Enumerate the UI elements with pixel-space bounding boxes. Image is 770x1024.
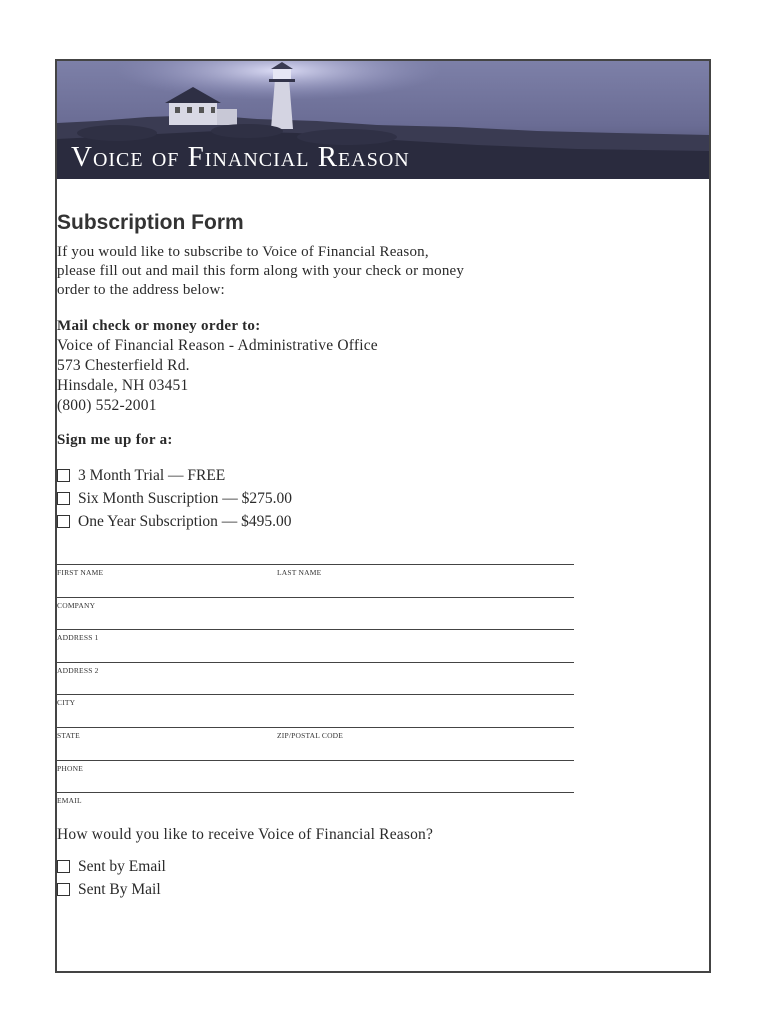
mailing-address (57, 336, 577, 416)
email-field[interactable] (57, 792, 574, 805)
intro-text (57, 243, 577, 300)
email-label: EMAIL (57, 796, 82, 805)
option-label: Six Month Suscription — $275.00 (78, 490, 293, 507)
intro-line: If you would like to subscribe to Voice of Financial Reason, (57, 244, 429, 260)
option-label: Sent By Mail (78, 881, 161, 898)
mail-heading: Mail check or money order to: (57, 318, 261, 334)
email-delivery-checkbox[interactable] (57, 860, 70, 873)
option-label: 3 Month Trial — FREE (78, 467, 226, 484)
option-mail (57, 878, 577, 901)
option-label: One Year Subscription — $495.00 (78, 513, 292, 530)
option-label: Sent by Email (78, 858, 166, 875)
address-line: (800) 552-2001 (57, 397, 157, 414)
address-line: Voice of Financial Reason - Administrative Office (57, 337, 378, 354)
delivery-question: How would you like to receive Voice of Financial Reason? (57, 826, 434, 843)
first-name-label: FIRST NAME (57, 568, 104, 577)
banner-title: Voice of Financial Reason (71, 141, 410, 173)
option-one-year (57, 510, 577, 533)
city-label: CITY (57, 698, 76, 707)
address-line: Hinsdale, NH 03451 (57, 377, 189, 394)
company-field[interactable] (57, 597, 574, 610)
address1-field[interactable] (57, 629, 574, 642)
option-six-month (57, 487, 577, 510)
last-name-label: LAST NAME (277, 568, 322, 577)
delivery-section (57, 825, 577, 901)
intro-line: order to the address below: (57, 282, 225, 298)
sign-up-heading: Sign me up for a: (57, 432, 173, 448)
option-trial (57, 464, 577, 487)
one-year-checkbox[interactable] (57, 515, 70, 528)
option-email (57, 855, 577, 878)
phone-field[interactable] (57, 760, 574, 773)
address2-label: ADDRESS 2 (57, 666, 99, 675)
form-body (57, 210, 577, 533)
state-zip-field-row[interactable] (57, 727, 574, 740)
address2-field[interactable] (57, 662, 574, 675)
state-label: STATE (57, 731, 80, 740)
delivery-options (57, 855, 577, 901)
city-field[interactable] (57, 694, 574, 707)
six-month-checkbox[interactable] (57, 492, 70, 505)
zip-label: ZIP/POSTAL CODE (277, 731, 344, 740)
mail-delivery-checkbox[interactable] (57, 883, 70, 896)
name-field-row[interactable] (57, 564, 574, 577)
intro-line: please fill out and mail this form along with your check or money (57, 263, 465, 279)
subscription-options (57, 464, 577, 533)
address-line: 573 Chesterfield Rd. (57, 357, 190, 374)
phone-label: PHONE (57, 764, 84, 773)
trial-checkbox[interactable] (57, 469, 70, 482)
page-title: Subscription Form (57, 211, 244, 234)
company-label: COMPANY (57, 601, 96, 610)
address1-label: ADDRESS 1 (57, 633, 99, 642)
header-banner (57, 61, 709, 179)
